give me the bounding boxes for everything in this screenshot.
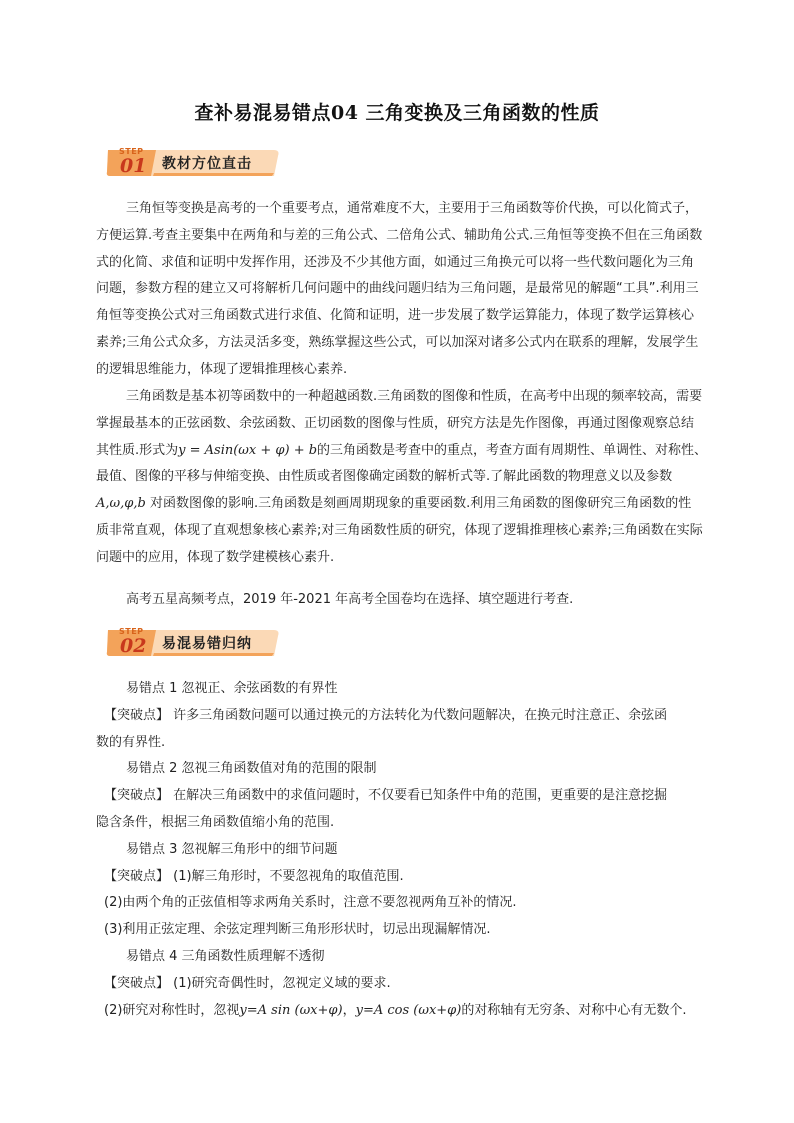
formula: y=A sin (ωx+φ) <box>239 1002 343 1018</box>
text-line <box>96 438 726 465</box>
text-fragment: (2)研究对称性时，忽视 <box>104 1002 240 1018</box>
text-line: 素养;三角公式众多，方法灵活多变，熟练掌握这些公式，可以加深对诸多公式内在联系的理解，发展学生 <box>96 334 699 350</box>
error-point-list <box>96 676 726 1024</box>
breakthrough-text <box>96 998 726 1025</box>
intro-paragraph-2 <box>96 384 726 572</box>
text-line: 的逻辑思维能力，体现了逻辑推理核心素养. <box>96 361 348 377</box>
breakthrough-text: 【突破点】 (1)解三角形时，不要忽视角的取值范围. <box>104 868 404 884</box>
step-word: STEP <box>119 147 144 156</box>
text-line: 三角恒等变换是高考的一个重要考点，通常难度不大，主要用于三角函数等价代换，可以化简式子， <box>126 201 699 216</box>
intro-paragraph-3 <box>96 587 726 614</box>
text-line <box>96 491 726 518</box>
intro-paragraph-1 <box>96 196 726 384</box>
text-fragment: 的对称轴有无穷条、对称中心有无数个. <box>461 1002 687 1018</box>
breakthrough-text: 【突破点】 (1)研究奇偶性时，忽视定义域的要求. <box>104 975 391 991</box>
breakthrough-text: 数的有界性. <box>96 734 166 750</box>
text-line: 高考五星高频考点，2019 年-2021 年高考全国卷均在选择、填空题进行考查. <box>126 592 574 607</box>
text-line: 问题，参数方程的建立又可将解析几何问题中的曲线问题归结为三角问题，是最常见的解题“工具”.利用三 <box>96 281 699 297</box>
breakthrough-text: 隐含条件，根据三角函数值缩小角的范围. <box>96 814 335 830</box>
step-02-banner <box>106 626 282 660</box>
text-line: 三角函数是基本初等函数中的一种超越函数.三角函数的图像和性质，在高考中出现的频率较高，需要 <box>126 389 703 404</box>
formula: y = Asin(ωx + φ) + b <box>178 442 318 458</box>
formula: y=A cos (ωx+φ) <box>355 1002 462 1018</box>
breakthrough-text: 【突破点】 在解决三角函数中的求值问题时，不仅要看已知条件中角的范围，更重要的是注意挖掘 <box>104 788 668 804</box>
text-fragment: ， <box>342 1002 356 1018</box>
breakthrough-text: (2)由两个角的正弦值相等求两角关系时，注意不要忽视两角互补的情况. <box>104 895 517 911</box>
text-line: 式的化简、求值和证明中发挥作用，还涉及不少其他方面，如通过三角换元可以将一些代数问题化为三角 <box>96 254 695 270</box>
parameters: A,ω,φ,b <box>96 496 146 512</box>
page-title: 查补易混易错点04 三角变换及三角函数的性质 <box>194 102 600 124</box>
text-line: 方便运算.考查主要集中在两角和与差的三角公式、二倍角公式、辅助角公式.三角恒等变换不但在三角函数 <box>96 227 703 243</box>
text-line: 问题中的应用，体现了数学建模核心素升. <box>96 549 335 565</box>
error-point-4-title: 易错点 4 三角函数性质理解不透彻 <box>126 948 325 964</box>
error-point-1-title: 易错点 1 忽视正、余弦函数的有界性 <box>126 681 338 696</box>
section-heading: 教材方位直击 <box>162 156 252 172</box>
text-fragment: 对函数图像的影响.三角函数是刻画周期现象的重要函数.利用三角函数的图像研究三角函数的性 <box>149 496 692 512</box>
step-number: 02 <box>120 635 147 657</box>
text-line: 质非常直观，体现了直观想象核心素养;对三角函数性质的研究，体现了逻辑推理核心素养;三角函数在实际 <box>96 522 703 538</box>
text-fragment: 其性质.形式为 <box>96 442 179 458</box>
text-line: 角恒等变换公式对三角函数式进行求值、化简和证明，进一步发展了数学运算能力，体现了数学运算核心 <box>96 308 695 324</box>
error-point-3-title: 易错点 3 忽视解三角形中的细节问题 <box>126 841 338 857</box>
step-word: STEP <box>119 627 144 636</box>
section-heading: 易混易错归纳 <box>162 636 252 652</box>
error-point-2-title: 易错点 2 忽视三角函数值对角的范围的限制 <box>126 761 377 777</box>
breakthrough-text: 【突破点】 许多三角函数问题可以通过换元的方法转化为代数问题解决，在换元时注意正、余弦函 <box>104 707 668 723</box>
breakthrough-text: (3)利用正弦定理、余弦定理判断三角形形状时，切忌出现漏解情况. <box>104 922 491 938</box>
text-line: 最值、图像的平移与伸缩变换、由性质或者图像确定函数的解析式等.了解此函数的物理意义以及参数 <box>96 469 673 485</box>
text-line: 掌握最基本的正弦函数、余弦函数、正切函数的图像与性质，研究方法是先作图像，再通过图像观察总结 <box>96 415 695 431</box>
text-fragment: 的三角函数是考查中的重点，考查方面有周期性、单调性、对称性、 <box>317 442 708 458</box>
step-01-banner <box>106 146 282 180</box>
step-number: 01 <box>120 155 147 177</box>
